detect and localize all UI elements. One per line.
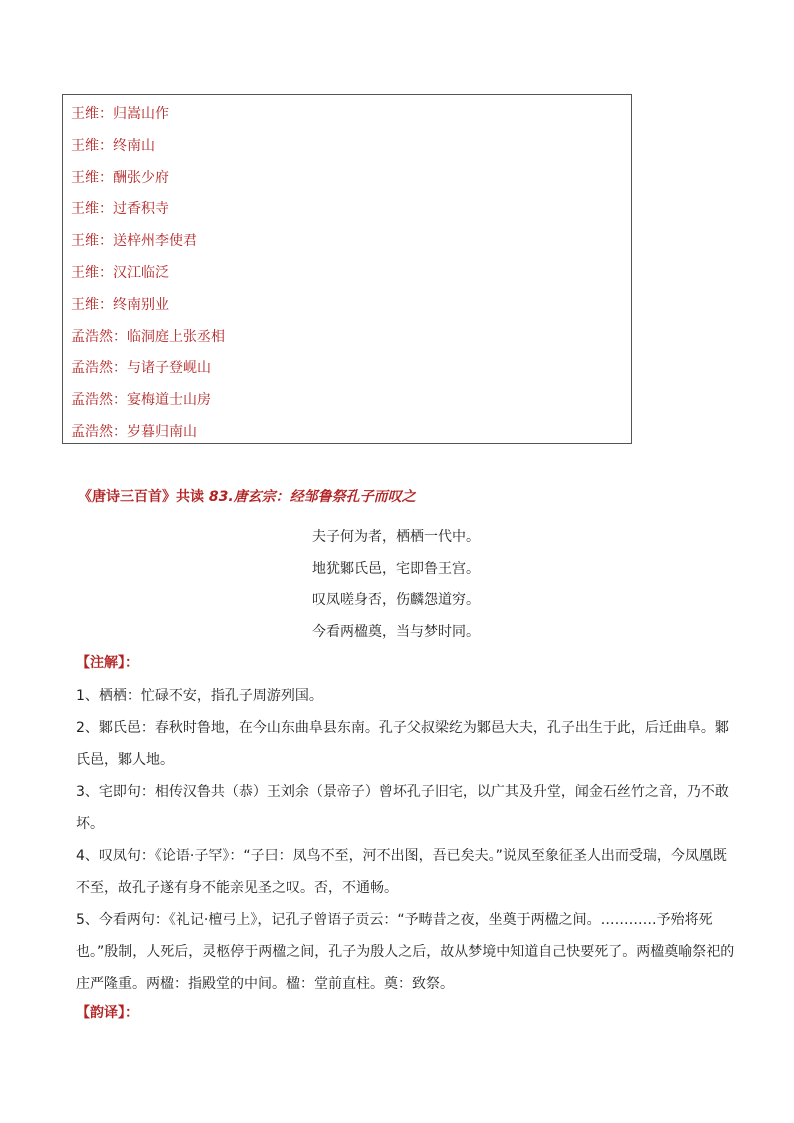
article-title-poem: 83.唐玄宗：经邹鲁祭孔子而叹之 — [204, 489, 416, 505]
note-item: 1、栖栖：忙碌不安，指孔子周游列国。 — [76, 688, 323, 704]
toc-item[interactable]: 王维：送梓州李使君 — [71, 233, 197, 250]
toc-item[interactable]: 王维：酬张少府 — [71, 169, 169, 186]
toc-item[interactable]: 王维：汉江临泛 — [71, 264, 169, 281]
table-of-contents — [62, 94, 632, 444]
article-title-series: 《唐诗三百首》共读 — [78, 489, 204, 505]
poem-line: 今看两楹奠，当与梦时同。 — [312, 623, 480, 640]
note-item: 2、鄹氏邑：春秋时鲁地，在今山东曲阜县东南。孔子父叔梁纥为鄹邑大夫，孔子出生于此，后迁曲阜。鄹氏邑，鄹人地。 — [76, 720, 729, 768]
toc-item[interactable]: 王维：终南山 — [71, 137, 155, 154]
notes-heading: 【注解】： — [76, 655, 139, 671]
toc-item[interactable]: 孟浩然：岁暮归南山 — [71, 423, 197, 440]
poem-line: 夫子何为者，栖栖一代中。 — [312, 529, 480, 545]
notes-section — [76, 680, 736, 1000]
toc-item[interactable]: 王维：终南别业 — [71, 296, 169, 313]
note-item: 3、宅即句：相传汉鲁共（恭）王刘余（景帝子）曾坏孔子旧宅，以广其及升堂，闻金石丝竹之音，乃不敢坏。 — [76, 784, 729, 832]
toc-item[interactable]: 孟浩然：与诸子登岘山 — [71, 360, 211, 377]
toc-item[interactable]: 王维：归嵩山作 — [71, 106, 169, 122]
toc-item[interactable]: 孟浩然：临洞庭上张丞相 — [71, 328, 225, 345]
translation-heading: 【韵译】： — [76, 1005, 139, 1021]
note-item: 5、今看两句：《礼记·檀弓上》，记孔子曾语子贡云：“予畴昔之夜，坐奠于两楹之间。…………予殆将死也。”殷制，人死后，灵柩停于两楹之间，孔子为殷人之后，故从梦境中知道自己快要死了。两楹奠喻祭祀的庄严隆重。两楹：指殿堂的中间。楹：堂前直柱。奠：致祭。 — [76, 912, 735, 992]
toc-item[interactable]: 王维：过香积寺 — [71, 201, 169, 218]
poem-line: 地犹鄹氏邑，宅即鲁王宫。 — [312, 560, 480, 577]
article-title — [78, 486, 416, 506]
toc-item[interactable]: 孟浩然：宴梅道士山房 — [71, 392, 211, 409]
poem-line: 叹凤嗟身否，伤麟怨道穷。 — [312, 592, 480, 608]
poem-body — [312, 522, 480, 648]
note-item: 4、叹凤句：《论语·子罕》：“子曰：凤鸟不至，河不出图，吾已矣夫。”说凤至象征圣人出而受瑞，今凤凰既不至，故孔子遂有身不能亲见圣之叹。否，不通畅。 — [76, 848, 727, 896]
